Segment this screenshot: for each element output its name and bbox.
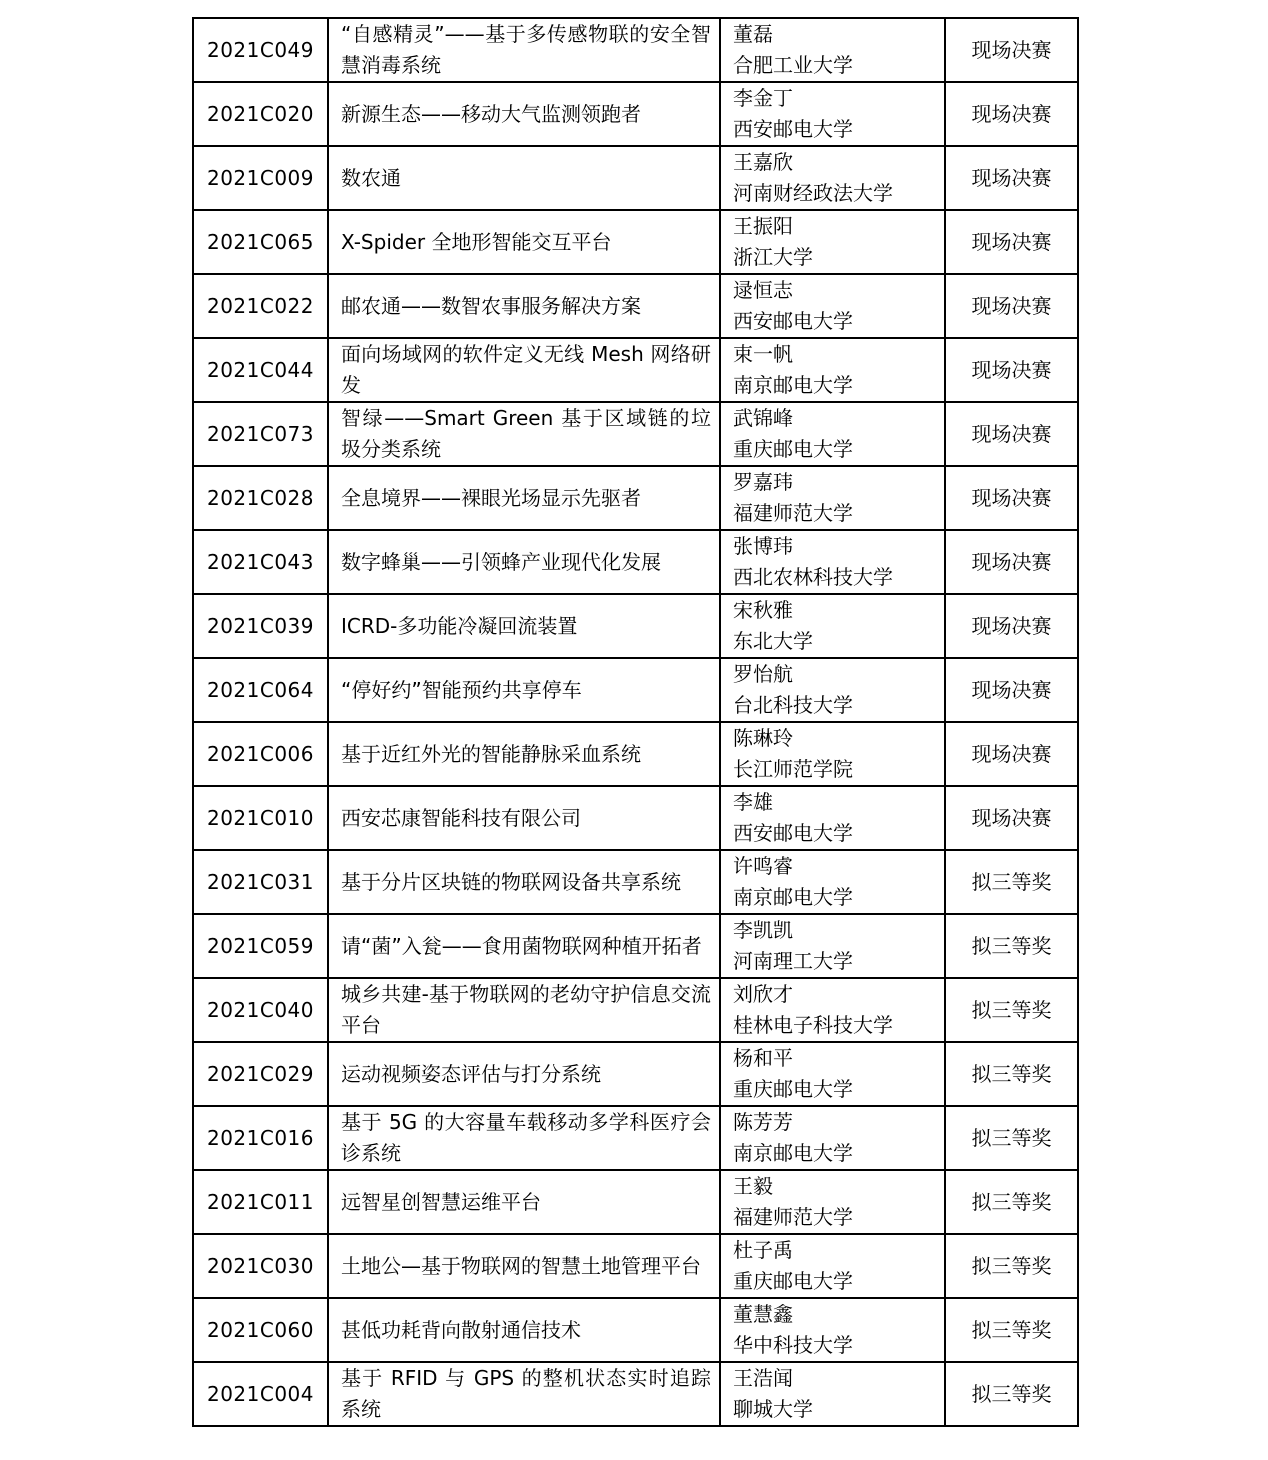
leader-school-cell (720, 978, 945, 1042)
result-cell: 拟三等奖 (945, 1042, 1078, 1106)
project-name-cell: 城乡共建-基于物联网的老幼守护信息交流平台 (328, 978, 720, 1042)
leader-name: 罗怡航 (733, 662, 793, 686)
table-row (193, 658, 1078, 722)
school-name: 华中科技大学 (733, 1333, 853, 1357)
leader-name: 杜子禹 (733, 1238, 793, 1262)
school-name: 聊城大学 (733, 1397, 813, 1421)
table-row (193, 402, 1078, 466)
result-cell: 拟三等奖 (945, 850, 1078, 914)
team-id-cell: 2021C009 (193, 146, 328, 210)
table-row (193, 1042, 1078, 1106)
table-row (193, 594, 1078, 658)
table-row (193, 274, 1078, 338)
school-name: 河南理工大学 (733, 949, 853, 973)
project-name-cell: 请“菌”入瓮——食用菌物联网种植开拓者 (328, 914, 720, 978)
leader-name: 逯恒志 (733, 278, 793, 302)
leader-school-cell (720, 18, 945, 82)
table-row (193, 850, 1078, 914)
table-row (193, 146, 1078, 210)
project-name-cell: X-Spider 全地形智能交互平台 (328, 210, 720, 274)
project-name-cell: 西安芯康智能科技有限公司 (328, 786, 720, 850)
table-row (193, 1362, 1078, 1426)
table-row (193, 1234, 1078, 1298)
leader-name: 武锦峰 (733, 406, 793, 430)
project-name-cell: 远智星创智慧运维平台 (328, 1170, 720, 1234)
team-id-cell: 2021C016 (193, 1106, 328, 1170)
leader-school-cell (720, 786, 945, 850)
team-id-cell: 2021C043 (193, 530, 328, 594)
team-id-cell: 2021C020 (193, 82, 328, 146)
result-cell: 现场决赛 (945, 530, 1078, 594)
results-table-body (193, 18, 1078, 1426)
result-cell: 现场决赛 (945, 722, 1078, 786)
leader-school-cell (720, 850, 945, 914)
table-row (193, 18, 1078, 82)
result-cell: 拟三等奖 (945, 1298, 1078, 1362)
leader-name: 刘欣才 (733, 982, 793, 1006)
result-cell: 拟三等奖 (945, 1362, 1078, 1426)
school-name: 西北农林科技大学 (733, 565, 893, 589)
team-id-cell: 2021C029 (193, 1042, 328, 1106)
team-id-cell: 2021C031 (193, 850, 328, 914)
result-cell: 拟三等奖 (945, 1170, 1078, 1234)
school-name: 南京邮电大学 (733, 885, 853, 909)
project-name-cell: 基于近红外光的智能静脉采血系统 (328, 722, 720, 786)
leader-school-cell (720, 82, 945, 146)
project-name-cell: 土地公—基于物联网的智慧土地管理平台 (328, 1234, 720, 1298)
result-cell: 现场决赛 (945, 466, 1078, 530)
result-cell: 现场决赛 (945, 658, 1078, 722)
result-cell: 现场决赛 (945, 274, 1078, 338)
table-row (193, 786, 1078, 850)
results-table (192, 17, 1079, 1427)
leader-school-cell (720, 1234, 945, 1298)
leader-school-cell (720, 530, 945, 594)
project-name-cell: 邮农通——数智农事服务解决方案 (328, 274, 720, 338)
leader-school-cell (720, 722, 945, 786)
result-cell: 现场决赛 (945, 786, 1078, 850)
leader-name: 董慧鑫 (733, 1302, 793, 1326)
team-id-cell: 2021C044 (193, 338, 328, 402)
table-row (193, 82, 1078, 146)
leader-name: 束一帆 (733, 342, 793, 366)
leader-name: 宋秋雅 (733, 598, 793, 622)
team-id-cell: 2021C060 (193, 1298, 328, 1362)
leader-name: 许鸣睿 (733, 854, 793, 878)
project-name-cell: 基于分片区块链的物联网设备共享系统 (328, 850, 720, 914)
team-id-cell: 2021C010 (193, 786, 328, 850)
leader-school-cell (720, 210, 945, 274)
table-row (193, 1298, 1078, 1362)
school-name: 浙江大学 (733, 245, 813, 269)
team-id-cell: 2021C059 (193, 914, 328, 978)
leader-school-cell (720, 1170, 945, 1234)
project-name-cell: 甚低功耗背向散射通信技术 (328, 1298, 720, 1362)
leader-school-cell (720, 1362, 945, 1426)
school-name: 长江师范学院 (733, 757, 853, 781)
project-name-cell: 基于 RFID 与 GPS 的整机状态实时追踪系统 (328, 1362, 720, 1426)
team-id-cell: 2021C004 (193, 1362, 328, 1426)
leader-name: 王浩闻 (733, 1366, 793, 1390)
leader-school-cell (720, 1042, 945, 1106)
school-name: 南京邮电大学 (733, 1141, 853, 1165)
table-row (193, 1106, 1078, 1170)
school-name: 河南财经政法大学 (733, 181, 893, 205)
result-cell: 现场决赛 (945, 594, 1078, 658)
school-name: 福建师范大学 (733, 501, 853, 525)
project-name-cell: 数字蜂巢——引领蜂产业现代化发展 (328, 530, 720, 594)
result-cell: 拟三等奖 (945, 978, 1078, 1042)
leader-name: 董磊 (733, 22, 773, 46)
leader-name: 李雄 (733, 790, 773, 814)
school-name: 重庆邮电大学 (733, 1269, 853, 1293)
table-row (193, 530, 1078, 594)
school-name: 西安邮电大学 (733, 309, 853, 333)
project-name-cell: 面向场域网的软件定义无线 Mesh 网络研发 (328, 338, 720, 402)
leader-school-cell (720, 338, 945, 402)
team-id-cell: 2021C022 (193, 274, 328, 338)
school-name: 台北科技大学 (733, 693, 853, 717)
leader-school-cell (720, 1106, 945, 1170)
project-name-cell: “停好约”智能预约共享停车 (328, 658, 720, 722)
leader-name: 王振阳 (733, 214, 793, 238)
school-name: 西安邮电大学 (733, 117, 853, 141)
leader-name: 李金丁 (733, 86, 793, 110)
team-id-cell: 2021C039 (193, 594, 328, 658)
leader-name: 陈芳芳 (733, 1110, 793, 1134)
school-name: 福建师范大学 (733, 1205, 853, 1229)
table-row (193, 978, 1078, 1042)
leader-school-cell (720, 146, 945, 210)
leader-name: 王嘉欣 (733, 150, 793, 174)
result-cell: 现场决赛 (945, 146, 1078, 210)
result-cell: 现场决赛 (945, 402, 1078, 466)
table-row (193, 210, 1078, 274)
team-id-cell: 2021C028 (193, 466, 328, 530)
table-row (193, 1170, 1078, 1234)
team-id-cell: 2021C040 (193, 978, 328, 1042)
school-name: 重庆邮电大学 (733, 1077, 853, 1101)
result-cell: 拟三等奖 (945, 914, 1078, 978)
project-name-cell: 基于 5G 的大容量车载移动多学科医疗会诊系统 (328, 1106, 720, 1170)
leader-school-cell (720, 466, 945, 530)
project-name-cell: ICRD-多功能冷凝回流装置 (328, 594, 720, 658)
leader-school-cell (720, 402, 945, 466)
result-cell: 现场决赛 (945, 338, 1078, 402)
school-name: 合肥工业大学 (733, 53, 853, 77)
team-id-cell: 2021C011 (193, 1170, 328, 1234)
school-name: 南京邮电大学 (733, 373, 853, 397)
result-cell: 拟三等奖 (945, 1106, 1078, 1170)
team-id-cell: 2021C049 (193, 18, 328, 82)
leader-name: 罗嘉玮 (733, 470, 793, 494)
leader-school-cell (720, 594, 945, 658)
leader-name: 陈琳玲 (733, 726, 793, 750)
team-id-cell: 2021C064 (193, 658, 328, 722)
table-row (193, 914, 1078, 978)
table-row (193, 722, 1078, 786)
leader-name: 王毅 (733, 1174, 773, 1198)
leader-school-cell (720, 274, 945, 338)
project-name-cell: 智绿——Smart Green 基于区域链的垃圾分类系统 (328, 402, 720, 466)
school-name: 桂林电子科技大学 (733, 1013, 893, 1037)
result-cell: 现场决赛 (945, 210, 1078, 274)
leader-name: 杨和平 (733, 1046, 793, 1070)
school-name: 重庆邮电大学 (733, 437, 853, 461)
project-name-cell: 全息境界——裸眼光场显示先驱者 (328, 466, 720, 530)
school-name: 东北大学 (733, 629, 813, 653)
project-name-cell: 新源生态——移动大气监测领跑者 (328, 82, 720, 146)
project-name-cell: 运动视频姿态评估与打分系统 (328, 1042, 720, 1106)
leader-name: 李凯凯 (733, 918, 793, 942)
result-cell: 拟三等奖 (945, 1234, 1078, 1298)
leader-school-cell (720, 1298, 945, 1362)
team-id-cell: 2021C065 (193, 210, 328, 274)
leader-name: 张博玮 (733, 534, 793, 558)
team-id-cell: 2021C030 (193, 1234, 328, 1298)
team-id-cell: 2021C006 (193, 722, 328, 786)
result-cell: 现场决赛 (945, 82, 1078, 146)
table-row (193, 466, 1078, 530)
table-row (193, 338, 1078, 402)
project-name-cell: 数农通 (328, 146, 720, 210)
leader-school-cell (720, 658, 945, 722)
team-id-cell: 2021C073 (193, 402, 328, 466)
school-name: 西安邮电大学 (733, 821, 853, 845)
leader-school-cell (720, 914, 945, 978)
result-cell: 现场决赛 (945, 18, 1078, 82)
project-name-cell: “自感精灵”——基于多传感物联的安全智慧消毒系统 (328, 18, 720, 82)
